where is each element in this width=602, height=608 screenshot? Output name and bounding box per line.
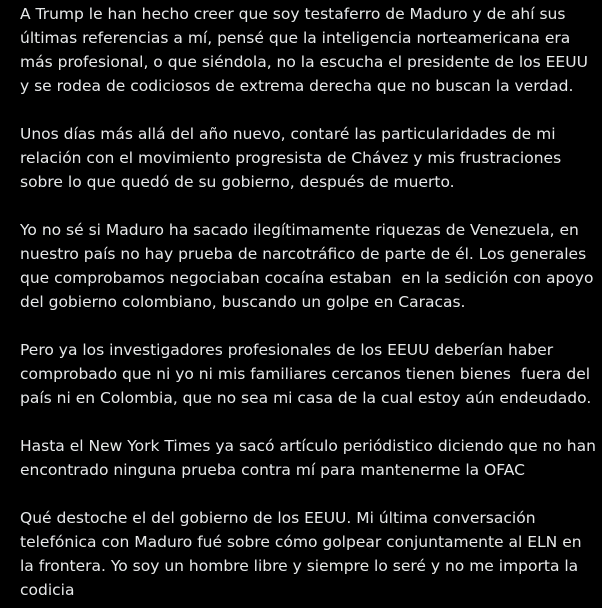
post-paragraph-6: Qué destoche el del gobierno de los EEUU. Mi última conversación telefónica con Maduro fué sobre cómo golpear conjuntamente al ELN en la frontera. Yo soy un hombre libre y siempre lo seré y no me importa la codicia xyxy=(20,509,587,599)
post-paragraph-2: Unos días más allá del año nuevo, contaré las particularidades de mi relación con el movimiento progresista de Chávez y mis frustraciones sobre lo que quedó de su gobierno, después de muerto. xyxy=(20,125,567,191)
post-paragraph-1: A Trump le han hecho creer que soy testaferro de Maduro y de ahí sus últimas referencias a mí, pensé que la inteligencia norteamericana era más profesional, o que siéndola, no la escucha el presidente de los EEUU y se rodea de codiciosos de extrema derecha que no buscan la verdad. xyxy=(20,5,593,95)
post-paragraph-3: Yo no sé si Maduro ha sacado ilegítimamente riquezas de Venezuela, en nuestro país no hay prueba de narcotráfico de parte de él. Los generales que comprobamos negociaban cocaína estaban en la sedición con apoyo del gobierno colombiano, buscando un golpe en Caracas. xyxy=(20,221,599,311)
post-paragraph-4: Pero ya los investigadores profesionales de los EEUU deberían haber comprobado que ni yo ni mis familiares cercanos tienen bienes fuera del país ni en Colombia, que no sea mi casa de la cual estoy aún endeudado. xyxy=(20,341,595,407)
post-paragraph-5: Hasta el New York Times ya sacó artículo periódistico diciendo que no han encontrado ninguna prueba contra mí para mantenerme la OFAC xyxy=(20,437,601,479)
